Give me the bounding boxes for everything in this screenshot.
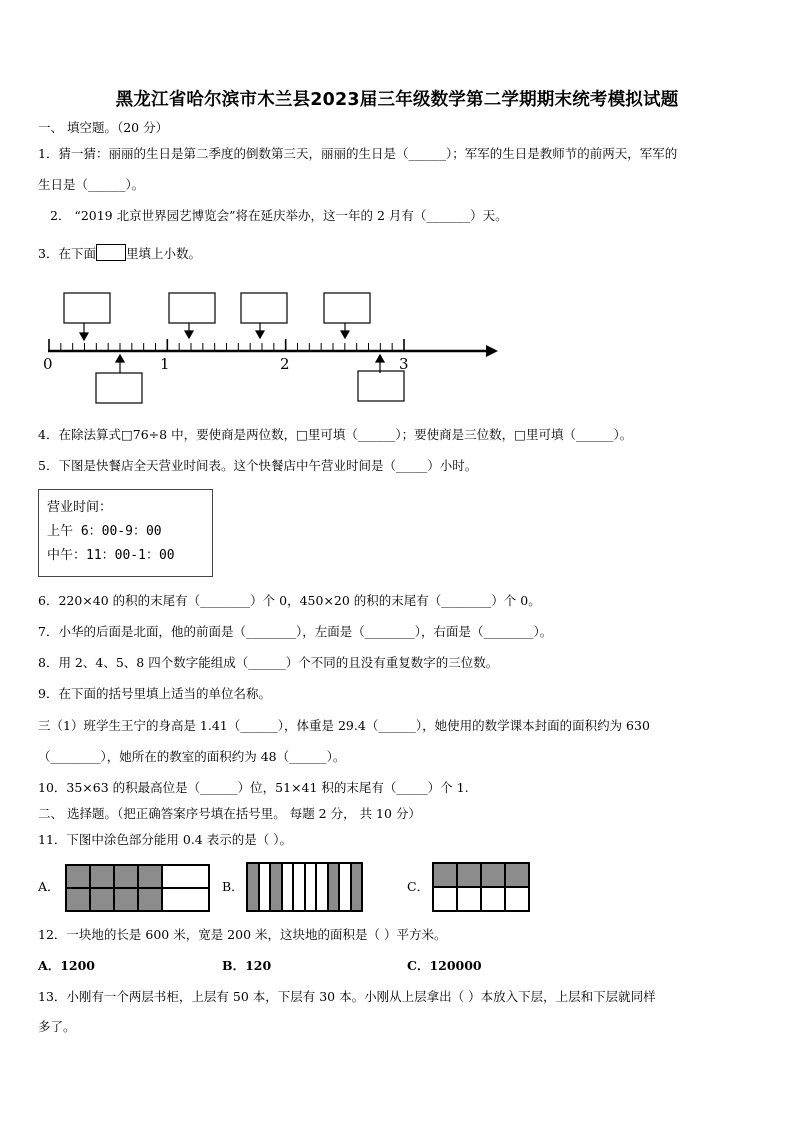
question-4: 4．在除法算式□76÷8 中，要使商是两位数，□里可填（______）；要使商是三位数，□里可填（______）。 [38, 427, 633, 442]
axis-arrowhead-icon [486, 345, 498, 357]
shaded-cell [433, 863, 457, 887]
question-12: 12．一块地的长是 600 米，宽是 200 米，这块地的面积是（ ）平方米。 [38, 927, 447, 942]
hours-morning: 上午 6：00-9：00 [47, 524, 162, 539]
unshaded-cell [505, 887, 529, 911]
number-line-ticks [49, 339, 404, 351]
hours-heading: 营业时间： [47, 500, 113, 515]
question-6: 6．220×40 的积的末尾有（________）个 0，450×20 的积的末尾有（________）个 0。 [38, 593, 541, 608]
unshaded-cell [481, 887, 505, 911]
unshaded-cell [457, 887, 481, 911]
number-line-box-below-2 [358, 371, 404, 401]
question-3-prefix: 3．在下面 [38, 246, 96, 261]
shaded-cell [138, 865, 162, 888]
shaded-cell [66, 888, 90, 911]
q11-option-c-label: C． [407, 879, 430, 894]
number-line-label-1: 1 [160, 355, 170, 373]
shaded-strip [351, 863, 363, 911]
shaded-cell [481, 863, 505, 887]
number-line-box-above-3 [241, 293, 287, 323]
number-line-figure [38, 285, 508, 405]
question-9-detail-line-2: （________），她所在的教室的面积约为 48（______）。 [38, 749, 346, 764]
unshaded-cell [162, 888, 209, 911]
shaded-strip [328, 863, 340, 911]
q11-option-c-figure [432, 862, 530, 912]
number-line-label-0: 0 [43, 355, 53, 373]
number-line-label-3: 3 [399, 355, 409, 373]
answer-box-icon [96, 244, 126, 261]
shaded-cell [114, 888, 138, 911]
unshaded-strip [259, 863, 271, 911]
hours-noon: 中午：11：00-1：00 [47, 548, 175, 563]
question-9: 9．在下面的括号里填上适当的单位名称。 [38, 686, 271, 701]
question-3-suffix: 里填上小数。 [125, 246, 201, 261]
question-1-line-1: 1．猜一猜：丽丽的生日是第二季度的倒数第三天，丽丽的生日是（______）；军军的生日是教师节的前两天，军军的 [38, 146, 678, 161]
number-line-box-above-2 [169, 293, 215, 323]
question-5: 5．下图是快餐店全天营业时间表。这个快餐店中午营业时间是（_____）小时。 [38, 458, 478, 473]
unshaded-cell [162, 865, 209, 888]
question-9-detail-line-1: 三（1）班学生王宁的身高是 1.41（______），体重是 29.4（______），她使用的数学课本封面的面积约为 630 [38, 718, 650, 733]
shaded-cell [66, 865, 90, 888]
q11-option-a-figure [65, 864, 210, 912]
shaded-strip [247, 863, 259, 911]
unshaded-strip [282, 863, 294, 911]
question-1-line-2: 生日是（______）。 [38, 177, 145, 192]
question-11: 11．下图中涂色部分能用 0.4 表示的是（ ）。 [38, 832, 292, 847]
q11-option-b-figure [246, 862, 363, 912]
shaded-cell [138, 888, 162, 911]
shaded-strip [270, 863, 282, 911]
question-13-line-2: 多了。 [38, 1019, 76, 1034]
section-heading-choice: 二、 选择题。（把正确答案序号填在括号里。 每题 2 分， 共 10 分） [38, 806, 421, 821]
question-13-line-1: 13．小刚有一个两层书柜，上层有 50 本，下层有 30 本。小刚从上层拿出（ ）本放入下层，上层和下层就同样 [38, 989, 656, 1004]
number-line-label-2: 2 [280, 355, 290, 373]
up-arrow-icons [116, 355, 384, 373]
page-title: 黑龙江省哈尔滨市木兰县2023届三年级数学第二学期期末统考模拟试题 [115, 90, 679, 110]
q12-option-b: B．120 [222, 958, 272, 973]
shaded-cell [90, 888, 114, 911]
shaded-cell [114, 865, 138, 888]
shaded-cell [505, 863, 529, 887]
number-line-box-above-1 [64, 293, 110, 323]
unshaded-strip [339, 863, 351, 911]
shaded-cell [90, 865, 114, 888]
question-10: 10．35×63 的积最高位是（______）位，51×41 积的末尾有（_____）个 1. [38, 780, 469, 795]
q12-option-c: C．120000 [407, 958, 482, 973]
unshaded-strip [305, 863, 317, 911]
unshaded-strip [293, 863, 305, 911]
number-line-box-below-1 [96, 373, 142, 403]
business-hours-box [38, 489, 213, 577]
question-7: 7．小华的后面是北面，他的前面是（________），左面是（________），右面是（________）。 [38, 624, 553, 639]
q12-option-a: A．1200 [38, 958, 95, 973]
shaded-cell [457, 863, 481, 887]
q11-option-a-label: A． [38, 879, 60, 894]
question-3 [38, 244, 201, 262]
number-line-box-above-4 [324, 293, 370, 323]
question-8: 8．用 2、4、5、8 四个数字能组成（______）个不同的且没有重复数字的三位数。 [38, 655, 499, 670]
question-2: 2． “2019 北京世界园艺博览会”将在延庆举办，这一年的 2 月有（_______）天。 [50, 208, 508, 223]
down-arrow-icons [80, 323, 349, 340]
unshaded-strip [316, 863, 328, 911]
section-heading-fill-blank: 一、 填空题。（20 分） [38, 120, 169, 135]
unshaded-cell [433, 887, 457, 911]
q11-option-b-label: B． [222, 879, 244, 894]
